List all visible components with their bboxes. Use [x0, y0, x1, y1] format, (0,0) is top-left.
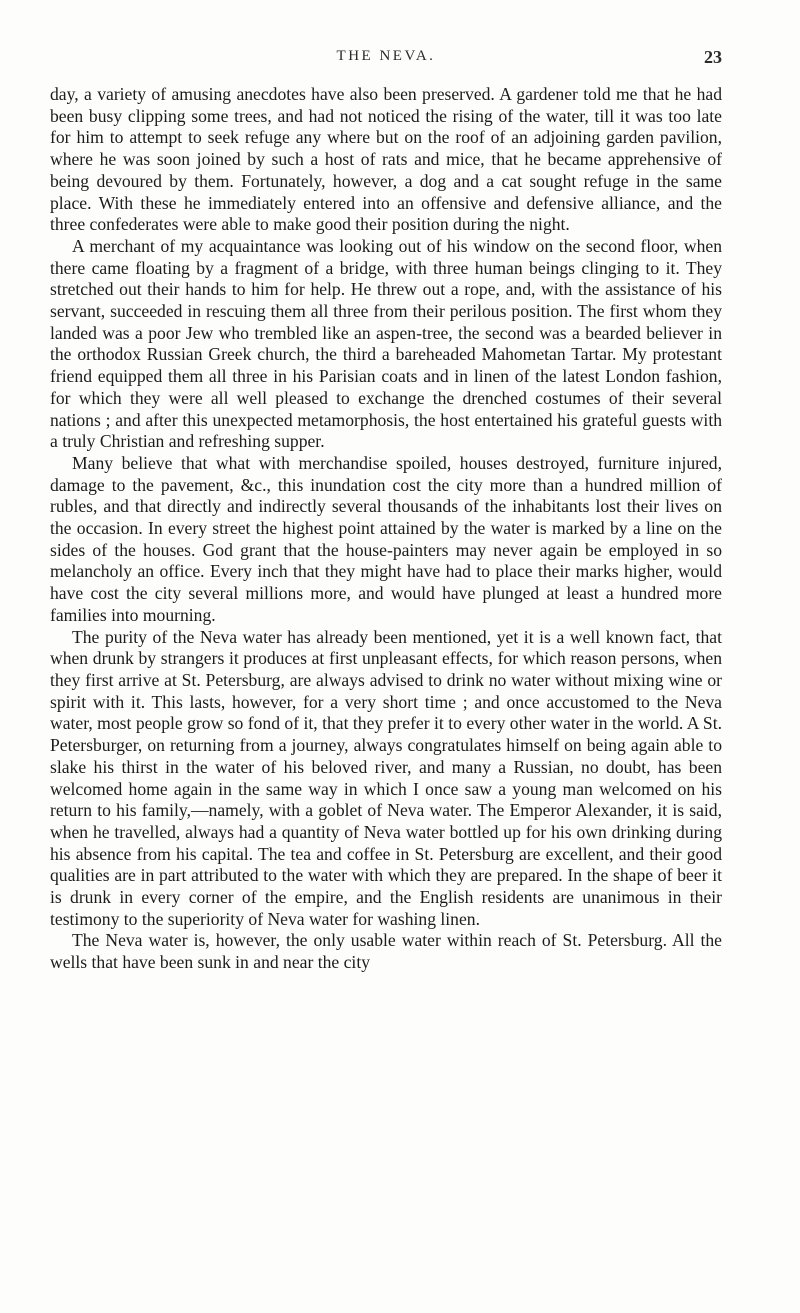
paragraph-inundation-cost: Many believe that what with merchandise spoiled, houses destroyed, furniture injured, damage to the pavement, &c., this inundation cost the city more than a hundred million of rubles, and that directly and indirectly several thousands of the inhabitants lost their lives on the occasion. In every street the highest point attained by the water is marked by a line on the sides of the houses. God grant that the house-painters may never again be employed in so melancholy an office. Every inch that they might have had to place their marks higher, would have cost the city several millions more, and would have plunged at least a hundred more families into mourning. — [50, 452, 722, 625]
paragraph-usable-water: The Neva water is, however, the only usable water within reach of St. Petersburg. All the wells that have been sunk in and near the city — [50, 930, 722, 973]
running-title: THE NEVA. — [336, 48, 436, 64]
body-text — [50, 84, 722, 974]
paragraph-neva-water-purity: The purity of the Neva water has already been mentioned, yet it is a well known fact, that when drunk by strangers it produces at first unpleasant effects, for which reason persons, when they first arrive at St. Petersburg, are always advised to drink no water without mixing wine or spirit with it. This lasts, however, for a very short time ; and once accustomed to the Neva water, most people grow so fond of it, that they prefer it to every other water in the world. A St. Petersburger, on returning from a journey, always congratulates himself on being again able to slake his thirst in the water of his beloved river, and many a Russian, no doubt, has been welcomed home again in the same way in which I once saw a young man welcomed on his return to his family,—namely, with a goblet of Neva water. The Emperor Alexander, it is said, when he travelled, always had a quantity of Neva water bottled up for his own drinking during his absence from his capital. The tea and coffee in St. Petersburg are excellent, and their good qualities are in part attributed to the water with which they are prepared. In the shape of beer it is drunk in every corner of the empire, and the English residents are unanimous in their testimony to the superiority of Neva water for washing linen. — [50, 626, 722, 929]
paragraph-merchant-rescue: A merchant of my acquaintance was looking out of his window on the second floor, when there came floating by a fragment of a bridge, with three human beings clinging to it. They stretched out their hands to him for help. He threw out a rope, and, with the assistance of his servant, succeeded in rescuing them all three from their perilous position. The first whom they landed was a poor Jew who trembled like an aspen-tree, the second was a bearded believer in the orthodox Russian Greek church, the third a bareheaded Mahometan Tartar. My protestant friend equipped them all three in his Parisian coats and in linen of the latest London fashion, for which they were all well pleased to exchange the drenched costumes of their several nations ; and after this unexpected metamorphosis, the host entertained his grateful guests with a truly Christian and refreshing supper. — [50, 235, 722, 452]
running-head — [50, 48, 722, 74]
paragraph-gardener-anecdote: day, a variety of amusing anecdotes have also been preserved. A gardener told me that he had been busy clipping some trees, and had not noticed the rising of the water, till it was too late for him to attempt to seek refuge any where but on the roof of an adjoining garden pavilion, where he was soon joined by such a host of rats and mice, that he became apprehensive of being devoured by them. Fortunately, however, a dog and a cat sought refuge in the same place. With these he immediately entered into an offensive and defensive alliance, and the three confederates were able to make good their position during the night. — [50, 84, 722, 235]
page-number: 23 — [704, 47, 722, 67]
